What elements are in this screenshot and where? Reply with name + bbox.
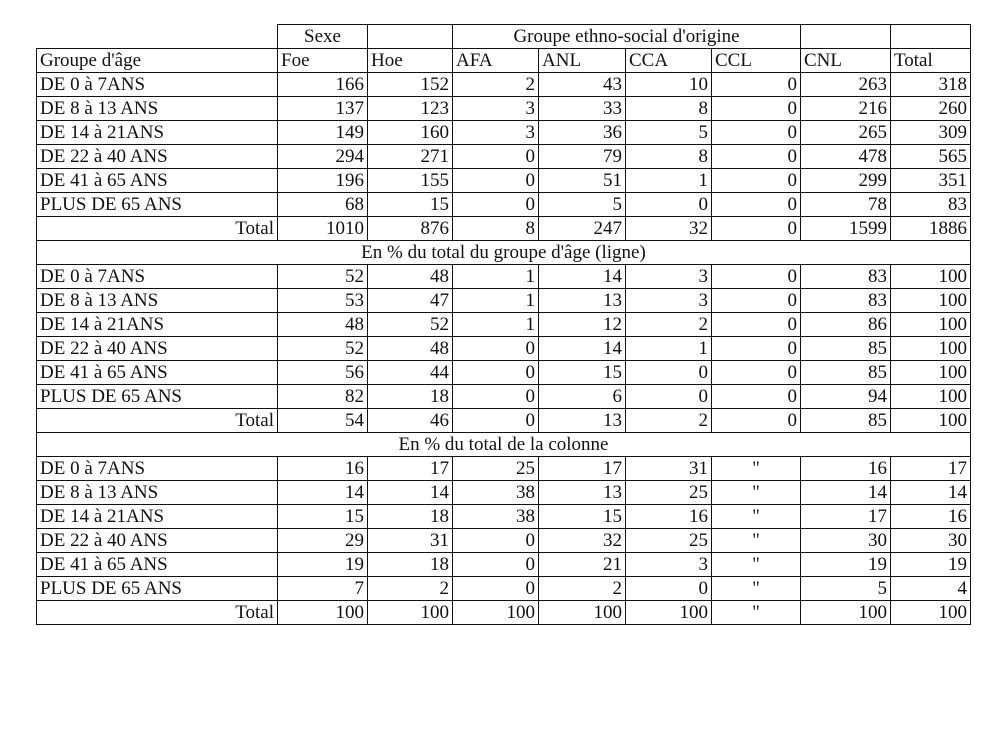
row-label: PLUS DE 65 ANS <box>37 193 278 217</box>
table-cell: 14 <box>801 481 891 505</box>
table-cell: 216 <box>801 97 891 121</box>
table-cell: 48 <box>278 313 368 337</box>
table-row <box>37 169 971 193</box>
table-cell: 137 <box>278 97 368 121</box>
table-cell: 6 <box>539 385 626 409</box>
table-cell: 13 <box>539 289 626 313</box>
table-cell: 78 <box>801 193 891 217</box>
table-cell: " <box>712 481 801 505</box>
table-cell: 0 <box>712 289 801 313</box>
table-cell: 44 <box>368 361 453 385</box>
table-row <box>37 553 971 577</box>
table-cell: 299 <box>801 169 891 193</box>
total-cell: 13 <box>539 409 626 433</box>
table-cell: 68 <box>278 193 368 217</box>
total-cell: 100 <box>891 409 971 433</box>
table-row <box>37 457 971 481</box>
table-cell: 43 <box>539 73 626 97</box>
table-cell: 51 <box>539 169 626 193</box>
table-cell: 25 <box>626 481 712 505</box>
row-label: DE 0 à 7ANS <box>37 73 278 97</box>
section-title-row <box>37 433 971 457</box>
total-cell: 0 <box>712 217 801 241</box>
sexe-header: Sexe <box>278 25 368 49</box>
age-group-table <box>36 24 971 625</box>
empty-header-cell <box>368 25 453 49</box>
table-cell: 14 <box>891 481 971 505</box>
table-row <box>37 289 971 313</box>
table-cell: 21 <box>539 553 626 577</box>
column-header: Hoe <box>368 49 453 73</box>
table-cell: 0 <box>453 169 539 193</box>
empty-header-cell <box>801 25 891 49</box>
table-cell: 7 <box>278 577 368 601</box>
table-cell: 56 <box>278 361 368 385</box>
table-cell: 85 <box>801 361 891 385</box>
table-cell: 0 <box>712 265 801 289</box>
table-cell: 100 <box>891 361 971 385</box>
table-cell: 0 <box>712 337 801 361</box>
empty-corner-cell <box>37 25 278 49</box>
row-label: DE 41 à 65 ANS <box>37 553 278 577</box>
table-cell: 260 <box>891 97 971 121</box>
table-cell: 38 <box>453 481 539 505</box>
total-row <box>37 409 971 433</box>
table-cell: 478 <box>801 145 891 169</box>
table-cell: 83 <box>801 265 891 289</box>
table-cell: 0 <box>712 193 801 217</box>
table-cell: " <box>712 553 801 577</box>
table-cell: 16 <box>278 457 368 481</box>
table-cell: 565 <box>891 145 971 169</box>
row-label: DE 41 à 65 ANS <box>37 169 278 193</box>
table-cell: 265 <box>801 121 891 145</box>
table-cell: 82 <box>278 385 368 409</box>
total-cell: 100 <box>626 601 712 625</box>
table-cell: 47 <box>368 289 453 313</box>
table-cell: 263 <box>801 73 891 97</box>
table-cell: 0 <box>453 553 539 577</box>
row-label: PLUS DE 65 ANS <box>37 577 278 601</box>
table-cell: 0 <box>712 169 801 193</box>
table-cell: 0 <box>453 577 539 601</box>
table-row <box>37 73 971 97</box>
row-label: DE 14 à 21ANS <box>37 505 278 529</box>
row-label: DE 14 à 21ANS <box>37 313 278 337</box>
table-cell: 15 <box>368 193 453 217</box>
row-label: DE 14 à 21ANS <box>37 121 278 145</box>
groupe-ethno-header: Groupe ethno-social d'origine <box>453 25 801 49</box>
table-cell: 17 <box>891 457 971 481</box>
table-cell: 0 <box>712 73 801 97</box>
total-cell: 46 <box>368 409 453 433</box>
table-cell: 1 <box>453 265 539 289</box>
table-cell: 1 <box>626 337 712 361</box>
table-cell: 5 <box>626 121 712 145</box>
table-cell: 160 <box>368 121 453 145</box>
table-cell: 0 <box>626 577 712 601</box>
table-row <box>37 145 971 169</box>
table-cell: 0 <box>712 313 801 337</box>
row-label: DE 22 à 40 ANS <box>37 337 278 361</box>
column-header: CCA <box>626 49 712 73</box>
column-header: CCL <box>712 49 801 73</box>
table-cell: 3 <box>453 97 539 121</box>
table-row <box>37 505 971 529</box>
table-cell: 17 <box>801 505 891 529</box>
table-cell: 100 <box>891 337 971 361</box>
table-cell: 0 <box>626 361 712 385</box>
table-cell: 0 <box>453 337 539 361</box>
table-cell: 10 <box>626 73 712 97</box>
table-cell: 0 <box>712 361 801 385</box>
total-cell: 54 <box>278 409 368 433</box>
column-header-row <box>37 49 971 73</box>
row-label: DE 41 à 65 ANS <box>37 361 278 385</box>
table-cell: 271 <box>368 145 453 169</box>
row-label: PLUS DE 65 ANS <box>37 385 278 409</box>
table-cell: 3 <box>626 265 712 289</box>
table-cell: 86 <box>801 313 891 337</box>
row-label: DE 0 à 7ANS <box>37 457 278 481</box>
table-row <box>37 577 971 601</box>
table-cell: 31 <box>626 457 712 481</box>
row-label: DE 8 à 13 ANS <box>37 97 278 121</box>
row-label: DE 8 à 13 ANS <box>37 289 278 313</box>
table-cell: 16 <box>891 505 971 529</box>
table-cell: 5 <box>801 577 891 601</box>
table-row <box>37 313 971 337</box>
table-cell: 0 <box>453 193 539 217</box>
table-cell: 3 <box>626 289 712 313</box>
table-cell: 294 <box>278 145 368 169</box>
table-cell: 32 <box>539 529 626 553</box>
table-cell: 1 <box>626 169 712 193</box>
total-cell: 1886 <box>891 217 971 241</box>
table-cell: 19 <box>801 553 891 577</box>
column-header: Foe <box>278 49 368 73</box>
empty-header-cell <box>891 25 971 49</box>
total-label: Total <box>37 217 278 241</box>
table-cell: 0 <box>712 97 801 121</box>
table-cell: 2 <box>539 577 626 601</box>
table-cell: 83 <box>891 193 971 217</box>
table-cell: 0 <box>626 193 712 217</box>
total-cell: 100 <box>368 601 453 625</box>
table-cell: 19 <box>278 553 368 577</box>
table-cell: 100 <box>891 265 971 289</box>
table-cell: 152 <box>368 73 453 97</box>
total-row <box>37 601 971 625</box>
section-title: En % du total de la colonne <box>37 433 971 457</box>
table-cell: 318 <box>891 73 971 97</box>
total-cell: 100 <box>278 601 368 625</box>
column-header: ANL <box>539 49 626 73</box>
table-cell: " <box>712 577 801 601</box>
total-cell: 100 <box>891 601 971 625</box>
table-row <box>37 265 971 289</box>
table-row <box>37 529 971 553</box>
total-cell: 8 <box>453 217 539 241</box>
table-cell: 351 <box>891 169 971 193</box>
table-cell: 0 <box>453 145 539 169</box>
column-header: CNL <box>801 49 891 73</box>
table-cell: " <box>712 457 801 481</box>
table-cell: 3 <box>626 553 712 577</box>
table-cell: 5 <box>539 193 626 217</box>
table-cell: 31 <box>368 529 453 553</box>
table-cell: 1 <box>453 313 539 337</box>
table-cell: 52 <box>278 337 368 361</box>
table-cell: 17 <box>539 457 626 481</box>
table-cell: 15 <box>278 505 368 529</box>
table-cell: " <box>712 529 801 553</box>
table-cell: 4 <box>891 577 971 601</box>
table-row <box>37 337 971 361</box>
table-cell: 38 <box>453 505 539 529</box>
table-cell: 123 <box>368 97 453 121</box>
total-label: Total <box>37 601 278 625</box>
table-cell: 33 <box>539 97 626 121</box>
total-cell: 85 <box>801 409 891 433</box>
table-cell: 18 <box>368 505 453 529</box>
table-cell: 48 <box>368 337 453 361</box>
table-cell: 25 <box>453 457 539 481</box>
table-cell: 13 <box>539 481 626 505</box>
table-cell: 14 <box>368 481 453 505</box>
total-cell: 100 <box>539 601 626 625</box>
table-cell: 149 <box>278 121 368 145</box>
table-cell: 8 <box>626 145 712 169</box>
table-cell: 0 <box>453 529 539 553</box>
column-header: AFA <box>453 49 539 73</box>
table-cell: 3 <box>453 121 539 145</box>
table-cell: 79 <box>539 145 626 169</box>
column-header: Groupe d'âge <box>37 49 278 73</box>
table-cell: 0 <box>453 385 539 409</box>
table-cell: 30 <box>891 529 971 553</box>
table-cell: 14 <box>539 265 626 289</box>
table-cell: 25 <box>626 529 712 553</box>
table-cell: 100 <box>891 385 971 409</box>
column-header: Total <box>891 49 971 73</box>
table-row <box>37 193 971 217</box>
table-row <box>37 361 971 385</box>
row-label: DE 22 à 40 ANS <box>37 145 278 169</box>
table-cell: 309 <box>891 121 971 145</box>
table-cell: 0 <box>712 385 801 409</box>
section-title-row <box>37 241 971 265</box>
table-cell: 16 <box>801 457 891 481</box>
table-cell: 196 <box>278 169 368 193</box>
total-row <box>37 217 971 241</box>
table-cell: 0 <box>712 121 801 145</box>
table-cell: 85 <box>801 337 891 361</box>
table-cell: 14 <box>278 481 368 505</box>
row-label: DE 8 à 13 ANS <box>37 481 278 505</box>
table-cell: 1 <box>453 289 539 313</box>
table-cell: 0 <box>626 385 712 409</box>
total-cell: 1010 <box>278 217 368 241</box>
table-cell: 2 <box>453 73 539 97</box>
table-cell: 2 <box>368 577 453 601</box>
table-cell: 83 <box>801 289 891 313</box>
row-label: DE 22 à 40 ANS <box>37 529 278 553</box>
table-cell: 100 <box>891 313 971 337</box>
table-cell: 52 <box>278 265 368 289</box>
table-cell: 48 <box>368 265 453 289</box>
table-cell: 14 <box>539 337 626 361</box>
table-cell: 19 <box>891 553 971 577</box>
total-cell: 876 <box>368 217 453 241</box>
table-cell: 30 <box>801 529 891 553</box>
table-cell: 52 <box>368 313 453 337</box>
total-cell: 100 <box>801 601 891 625</box>
table-cell: 0 <box>712 145 801 169</box>
table-cell: 16 <box>626 505 712 529</box>
table-cell: 0 <box>453 361 539 385</box>
total-cell: 1599 <box>801 217 891 241</box>
total-cell: 0 <box>712 409 801 433</box>
table-cell: 94 <box>801 385 891 409</box>
table-cell: 29 <box>278 529 368 553</box>
section-title: En % du total du groupe d'âge (ligne) <box>37 241 971 265</box>
total-cell: 0 <box>453 409 539 433</box>
total-cell: 247 <box>539 217 626 241</box>
table-cell: 12 <box>539 313 626 337</box>
table-cell: 8 <box>626 97 712 121</box>
table-cell: 53 <box>278 289 368 313</box>
table-cell: 15 <box>539 505 626 529</box>
table-cell: 2 <box>626 313 712 337</box>
table-cell: 15 <box>539 361 626 385</box>
table-cell: 18 <box>368 553 453 577</box>
table-cell: 17 <box>368 457 453 481</box>
row-label: DE 0 à 7ANS <box>37 265 278 289</box>
total-label: Total <box>37 409 278 433</box>
table-row <box>37 97 971 121</box>
table-cell: 100 <box>891 289 971 313</box>
table-row <box>37 385 971 409</box>
table-cell: 166 <box>278 73 368 97</box>
table-cell: 18 <box>368 385 453 409</box>
total-cell: 2 <box>626 409 712 433</box>
group-header-row <box>37 25 971 49</box>
table-cell: 36 <box>539 121 626 145</box>
table-cell: " <box>712 505 801 529</box>
total-cell: 32 <box>626 217 712 241</box>
table-cell: 155 <box>368 169 453 193</box>
table-row <box>37 121 971 145</box>
total-cell: " <box>712 601 801 625</box>
total-cell: 100 <box>453 601 539 625</box>
table-row <box>37 481 971 505</box>
